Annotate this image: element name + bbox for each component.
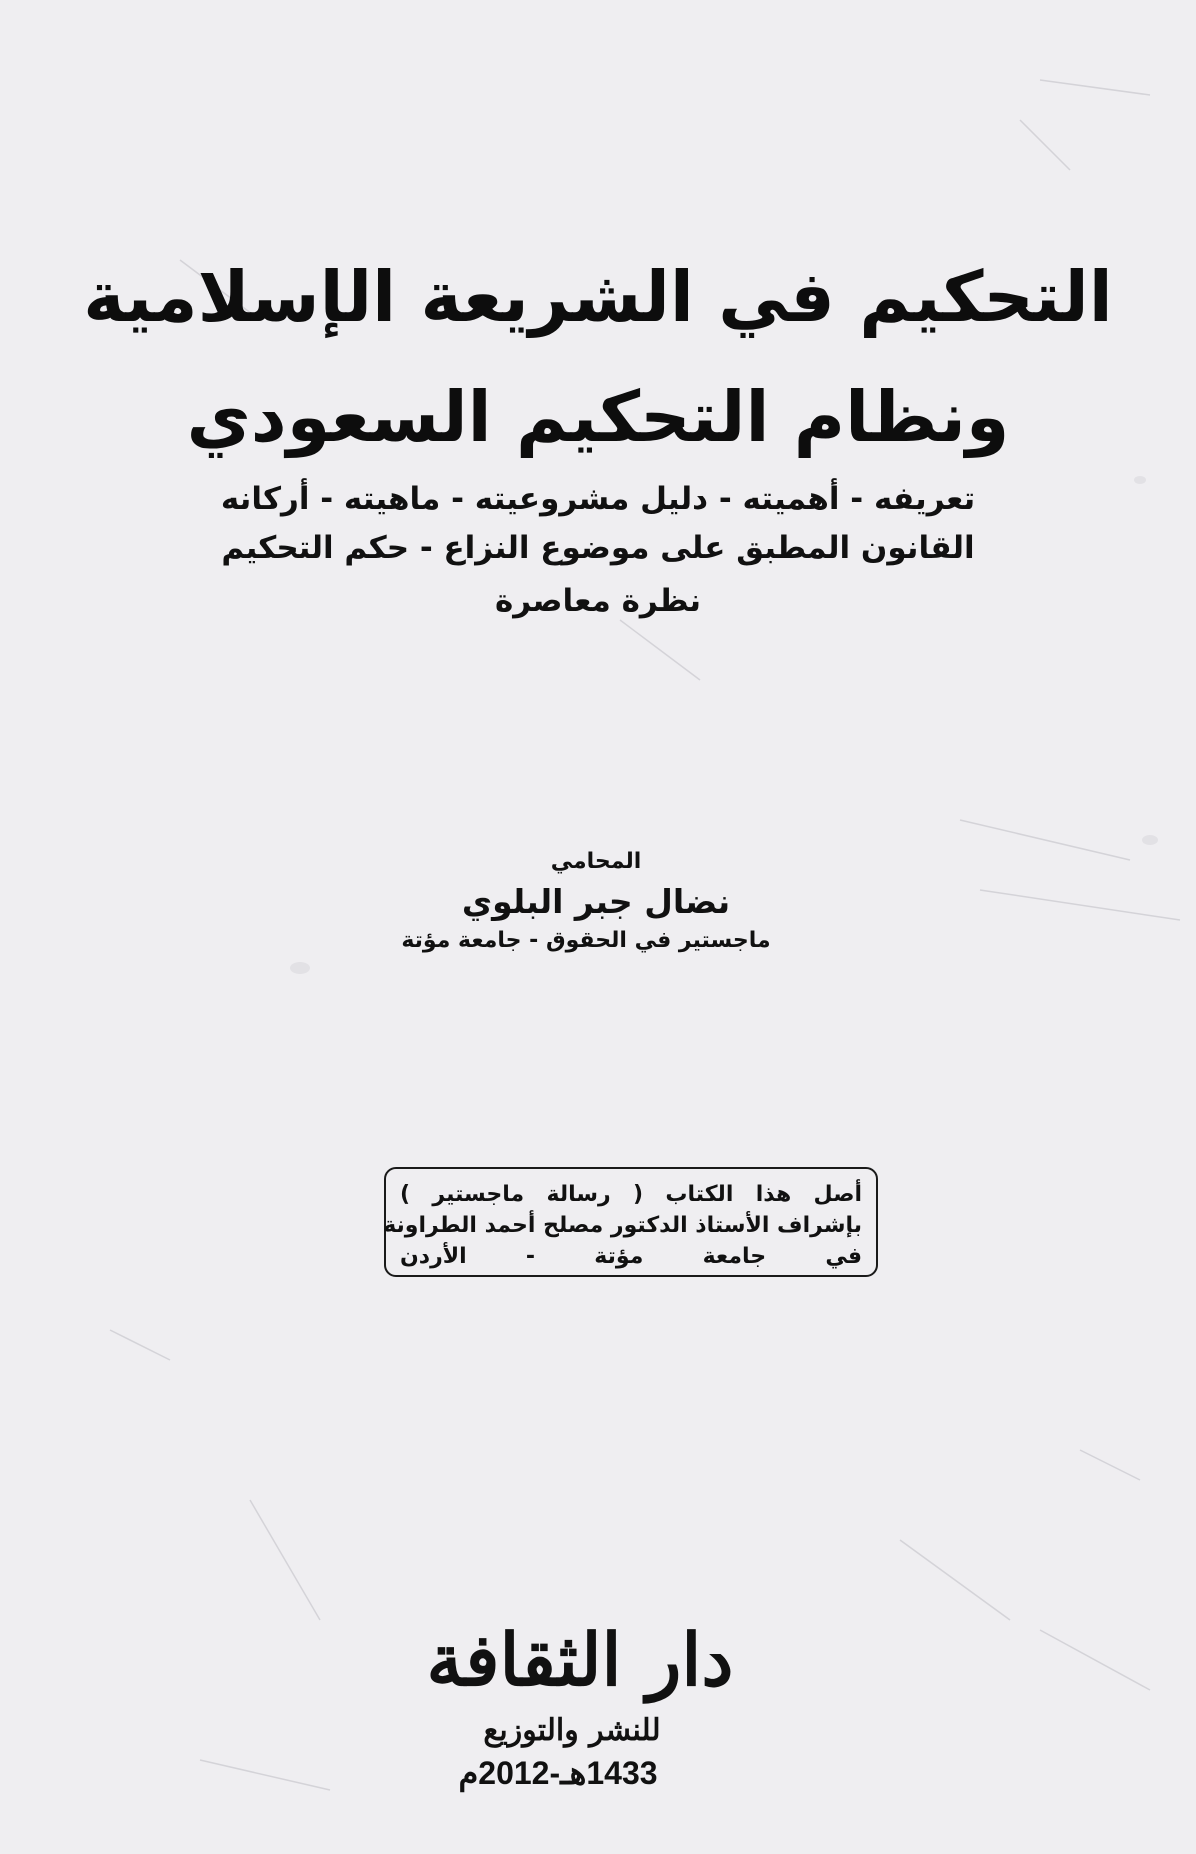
book-title-line-2: ونظام التحكيم السعودي [186, 376, 1010, 458]
publisher-logo-tagline: للنشر والتوزيع [483, 1713, 661, 1748]
author-degree: ماجستير في الحقوق - جامعة مؤتة [401, 928, 771, 953]
thesis-note-line-2: بإشراف الأستاذ الدكتور مصلح أحمد الطراونة [383, 1213, 862, 1238]
subject-topics-line-1: تعريفه - أهميته - دليل مشروعيته - ماهيته - أركانه [220, 481, 976, 517]
thesis-note-box [384, 1167, 878, 1277]
thesis-note-line-3: في جامعة مؤتة - الأردن [400, 1244, 862, 1269]
book-title-line-1: التحكيم في الشريعة الإسلامية [83, 256, 1113, 338]
subject-topics-line-3: نظرة معاصرة [494, 583, 702, 619]
publisher-logo-name: دار الثقافة [426, 1617, 734, 1702]
publication-date: 1433هـ-2012م [458, 1755, 658, 1791]
author-title: المحامي [550, 849, 642, 874]
author-name: نضال جبر البلوي [461, 882, 731, 921]
subject-topics-line-2: القانون المطبق على موضوع النزاع - حكم التحكيم [221, 530, 975, 566]
thesis-note-line-1: أصل هذا الكتاب ( رسالة ماجستير ) [400, 1182, 862, 1207]
